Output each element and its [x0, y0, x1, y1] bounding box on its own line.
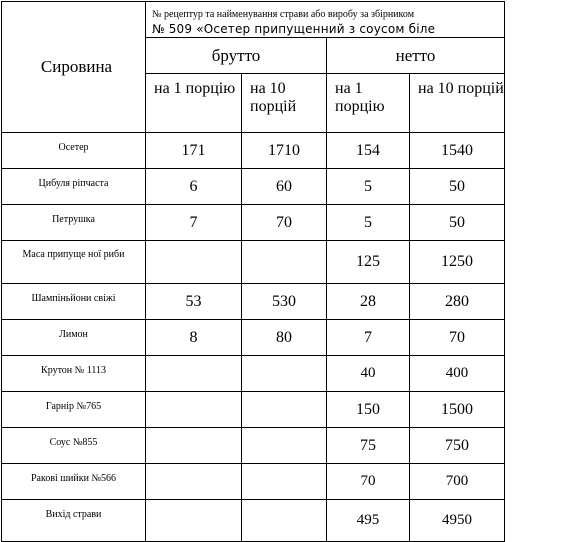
netto-10-value: 750 — [410, 428, 505, 464]
table-row — [2, 464, 505, 500]
brutto-10-value — [242, 356, 327, 392]
brutto-1-value: 6 — [146, 169, 242, 205]
netto-per-1-header: на 1 порцію — [327, 74, 410, 133]
recipe-title-cell — [146, 2, 505, 38]
ingredient-name: Шампіньйони свіжі — [2, 284, 146, 320]
table-row — [2, 356, 505, 392]
netto-1-value: 495 — [327, 500, 410, 542]
ingredient-name: Осетер — [2, 133, 146, 169]
table-row — [2, 284, 505, 320]
brutto-10-value — [242, 464, 327, 500]
netto-10-value: 50 — [410, 205, 505, 241]
netto-1-value: 70 — [327, 464, 410, 500]
brutto-10-value: 530 — [242, 284, 327, 320]
ingredient-name: Гарнір №765 — [2, 392, 146, 428]
brutto-1-value — [146, 241, 242, 284]
brutto-1-value — [146, 392, 242, 428]
table-row — [2, 320, 505, 356]
brutto-per-1-header: на 1 порцію — [146, 74, 242, 133]
table-row — [2, 241, 505, 284]
ingredient-name: Петрушка — [2, 205, 146, 241]
brutto-header: брутто — [146, 38, 327, 74]
brutto-1-value: 171 — [146, 133, 242, 169]
netto-10-value: 280 — [410, 284, 505, 320]
netto-1-value: 5 — [327, 205, 410, 241]
netto-10-value: 400 — [410, 356, 505, 392]
netto-10-value: 1500 — [410, 392, 505, 428]
brutto-10-value: 1710 — [242, 133, 327, 169]
table-row — [2, 500, 505, 542]
brutto-10-value — [242, 428, 327, 464]
brutto-1-value — [146, 356, 242, 392]
ingredient-name: Маса припуще ної риби — [2, 241, 146, 284]
ingredient-name: Ракові шийки №566 — [2, 464, 146, 500]
table-row — [2, 428, 505, 464]
netto-10-value: 70 — [410, 320, 505, 356]
brutto-1-value: 7 — [146, 205, 242, 241]
netto-1-value: 125 — [327, 241, 410, 284]
table-row — [2, 169, 505, 205]
netto-per-10-header: на 10 порцій — [410, 74, 505, 133]
brutto-1-value: 53 — [146, 284, 242, 320]
table-row — [2, 392, 505, 428]
ingredient-name: Соус №855 — [2, 428, 146, 464]
netto-1-value: 154 — [327, 133, 410, 169]
table-row — [2, 205, 505, 241]
raw-material-header: Сировина — [2, 2, 146, 133]
netto-10-value: 4950 — [410, 500, 505, 542]
netto-1-value: 28 — [327, 284, 410, 320]
netto-1-value: 5 — [327, 169, 410, 205]
netto-10-value: 1540 — [410, 133, 505, 169]
netto-10-value: 1250 — [410, 241, 505, 284]
recipe-title-line2: № 509 «Осетер припущенний з соусом біле — [152, 22, 436, 36]
brutto-1-value — [146, 500, 242, 542]
brutto-10-value — [242, 241, 327, 284]
table-row — [2, 133, 505, 169]
netto-10-value: 50 — [410, 169, 505, 205]
recipe-table — [1, 1, 505, 542]
brutto-10-value: 70 — [242, 205, 327, 241]
netto-1-value: 7 — [327, 320, 410, 356]
netto-1-value: 40 — [327, 356, 410, 392]
brutto-1-value — [146, 428, 242, 464]
ingredient-name: Крутон № 1113 — [2, 356, 146, 392]
brutto-10-value — [242, 392, 327, 428]
brutto-10-value: 60 — [242, 169, 327, 205]
recipe-title-line1: № рецептур та найменування страви або виробу за збірником — [152, 9, 415, 20]
netto-1-value: 75 — [327, 428, 410, 464]
brutto-1-value: 8 — [146, 320, 242, 356]
brutto-1-value — [146, 464, 242, 500]
brutto-10-value: 80 — [242, 320, 327, 356]
brutto-10-value — [242, 500, 327, 542]
brutto-per-10-header: на 10 порцій — [242, 74, 327, 133]
ingredient-name: Цибуля ріпчаста — [2, 169, 146, 205]
ingredient-name: Вихід страви — [2, 500, 146, 542]
ingredient-name: Лимон — [2, 320, 146, 356]
netto-10-value: 700 — [410, 464, 505, 500]
netto-1-value: 150 — [327, 392, 410, 428]
netto-header: нетто — [327, 38, 505, 74]
